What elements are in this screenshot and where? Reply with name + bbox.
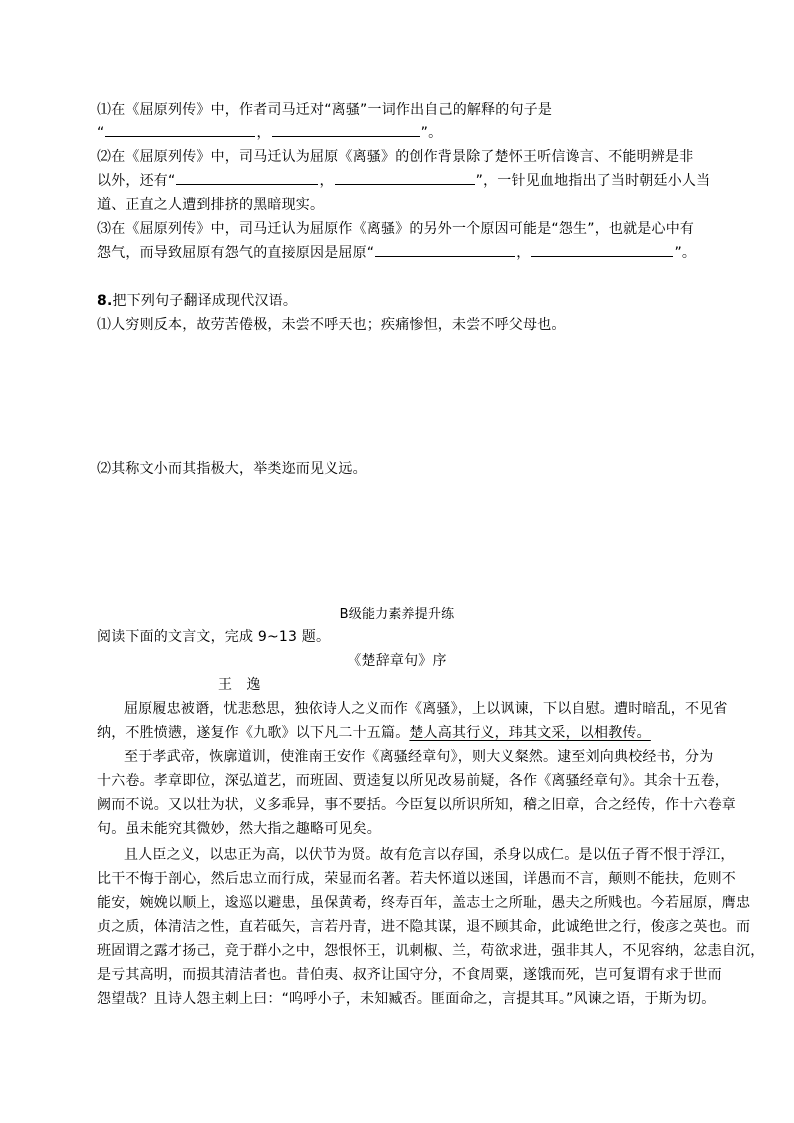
section-b-heading xyxy=(97,603,697,627)
question-number: 8. xyxy=(97,293,113,309)
q7-item2-text: 以外，还有“ xyxy=(97,173,176,189)
essay-title xyxy=(97,649,697,673)
passage-text: 纳，不胜愤懑，遂复作《九歌》以下凡二十五篇。 xyxy=(97,725,410,741)
close-quote: ”。 xyxy=(420,125,443,141)
passage-text: 是亏其高明，而损其清洁者也。昔伯夷、叔齐让国守分，不食周粟，遂饿而死，岂可复谓有求于世而 xyxy=(97,967,722,983)
q7-item3-text: 怨气，而导致屈原有怨气的直接原因是屈原“ xyxy=(97,245,375,261)
passage-text: 贞之质，体清洁之性，直若砥矢，言若丹青，进不隐其谋，退不顾其命，此诚绝世之行，俊彦之英也。而 xyxy=(97,919,751,935)
question-title: 把下列句子翻译成现代汉语。 xyxy=(112,293,298,309)
passage-line xyxy=(97,987,716,1011)
passage-line xyxy=(97,817,697,841)
essay-title-text: 《楚辞章句》序 xyxy=(347,653,447,669)
fill-in-blank[interactable] xyxy=(105,121,255,137)
author-name: 王 逸 xyxy=(218,677,261,693)
section-heading: B级能力素养提升练 xyxy=(339,607,455,622)
passage-line xyxy=(97,793,736,817)
passage-text: 至于孝武帝，恢廓道训，使淮南王安作《离骚经章句》，则大义粲然。逮至刘向典校经书，分为 xyxy=(124,749,714,765)
passage-line xyxy=(97,697,728,721)
q7-item2-line2 xyxy=(97,169,711,193)
passage-line xyxy=(97,867,736,891)
q7-item2-text: 道、正直之人遭到排挤的黑暗现实。 xyxy=(97,197,325,213)
q7-item3-line2 xyxy=(97,241,697,265)
fill-in-blank[interactable] xyxy=(176,169,318,185)
passage-line xyxy=(97,843,735,867)
fill-in-blank[interactable] xyxy=(335,169,475,185)
q7-item3-text: ⑶在《屈原列传》中，司马迁认为屈原作《离骚》的另外一个原因可能是“怨生”，也就是心中有 xyxy=(97,221,695,237)
q7-item3-line1 xyxy=(97,217,697,241)
q8-item2-text: ⑵其称文小而其指极大，举类迩而见义远。 xyxy=(97,461,367,477)
passage-line xyxy=(97,963,722,987)
q7-item1-line2 xyxy=(97,121,697,145)
q8-item2 xyxy=(97,457,697,481)
passage-text: 怨望哉？且诗人怨主刺上曰：“呜呼小子，未知臧否。匪面命之，言提其耳。”风谏之语，于斯为切。 xyxy=(97,991,716,1007)
underlined-sentence: 楚人高其行义，玮其文采，以相教传。 xyxy=(409,725,651,741)
q7-item2-text: ”，一针见血地指出了当时朝廷小人当 xyxy=(475,173,711,189)
q7-item3-text: ”。 xyxy=(674,245,697,261)
open-quote: “ xyxy=(97,125,105,141)
fill-in-blank[interactable] xyxy=(531,241,673,257)
instruction-text: 阅读下面的文言文，完成 9~13 题。 xyxy=(97,629,331,645)
comma: ， xyxy=(256,125,271,141)
q7-item2-line1 xyxy=(97,145,697,169)
q7-item2-line3 xyxy=(97,193,697,217)
passage-text: 十六卷。孝章即位，深弘道艺，而班固、贾逵复以所见改易前疑，各作《离骚经章句》。其余十五卷， xyxy=(97,773,729,789)
q7-item2-text: ⑵在《屈原列传》中，司马迁认为屈原《离骚》的创作背景除了楚怀王听信谗言、不能明辨是非 xyxy=(97,149,694,165)
passage-text: 比干不悔于剖心，然后忠立而行成，荣显而名著。若夫怀道以迷国，详愚而不言，颠则不能扶，危则不 xyxy=(97,871,736,887)
passage-line xyxy=(97,769,729,793)
comma: ， xyxy=(319,173,334,189)
essay-author xyxy=(97,673,794,697)
comma: ， xyxy=(516,245,531,261)
q8-heading xyxy=(97,289,697,313)
passage-text: 能安，婉娩以顺上，逡巡以避患，虽保黄耇，终寿百年，盖志士之所耻，愚夫之所贱也。今若屈原，膺忠 xyxy=(97,895,751,911)
passage-line xyxy=(97,891,751,915)
q8-item1-text: ⑴人穷则反本，故劳苦倦极，未尝不呼天也；疾痛惨怛，未尝不呼父母也。 xyxy=(97,317,566,333)
passage-line xyxy=(97,939,765,963)
passage-line xyxy=(97,915,751,939)
passage-text: 且人臣之义，以忠正为高，以伏节为贤。故有危言以存国，杀身以成仁。是以伍子胥不恨于浮江， xyxy=(124,847,735,863)
passage-text: 句。虽未能究其微妙，然大指之趣略可见矣。 xyxy=(97,821,381,837)
q7-item1-text: ⑴在《屈原列传》中，作者司马迁对“离骚”一词作出自己的解释的句子是 xyxy=(97,102,553,118)
passage-text: 屈原履忠被谮，忧悲愁思，独依诗人之义而作《离骚》，上以讽谏，下以自慰。遭时暗乱，不见省 xyxy=(124,701,728,717)
passage-text: 阙而不说。又以壮为状，义多乖异，事不要括。今臣复以所识所知，稽之旧章，合之经传，作十六卷章 xyxy=(97,797,736,813)
passage-line xyxy=(97,721,697,745)
passage-text: 班固谓之露才扬己，竞于群小之中，怨恨怀王，讥刺椒、兰，苟欲求进，强非其人，不见容纳，忿恚自沉， xyxy=(97,943,765,959)
fill-in-blank[interactable] xyxy=(272,121,420,137)
fill-in-blank[interactable] xyxy=(375,241,515,257)
passage-line xyxy=(97,745,724,769)
section-b-instruction xyxy=(97,625,697,649)
q7-item1-line1 xyxy=(97,98,697,122)
q8-item1 xyxy=(97,313,697,337)
